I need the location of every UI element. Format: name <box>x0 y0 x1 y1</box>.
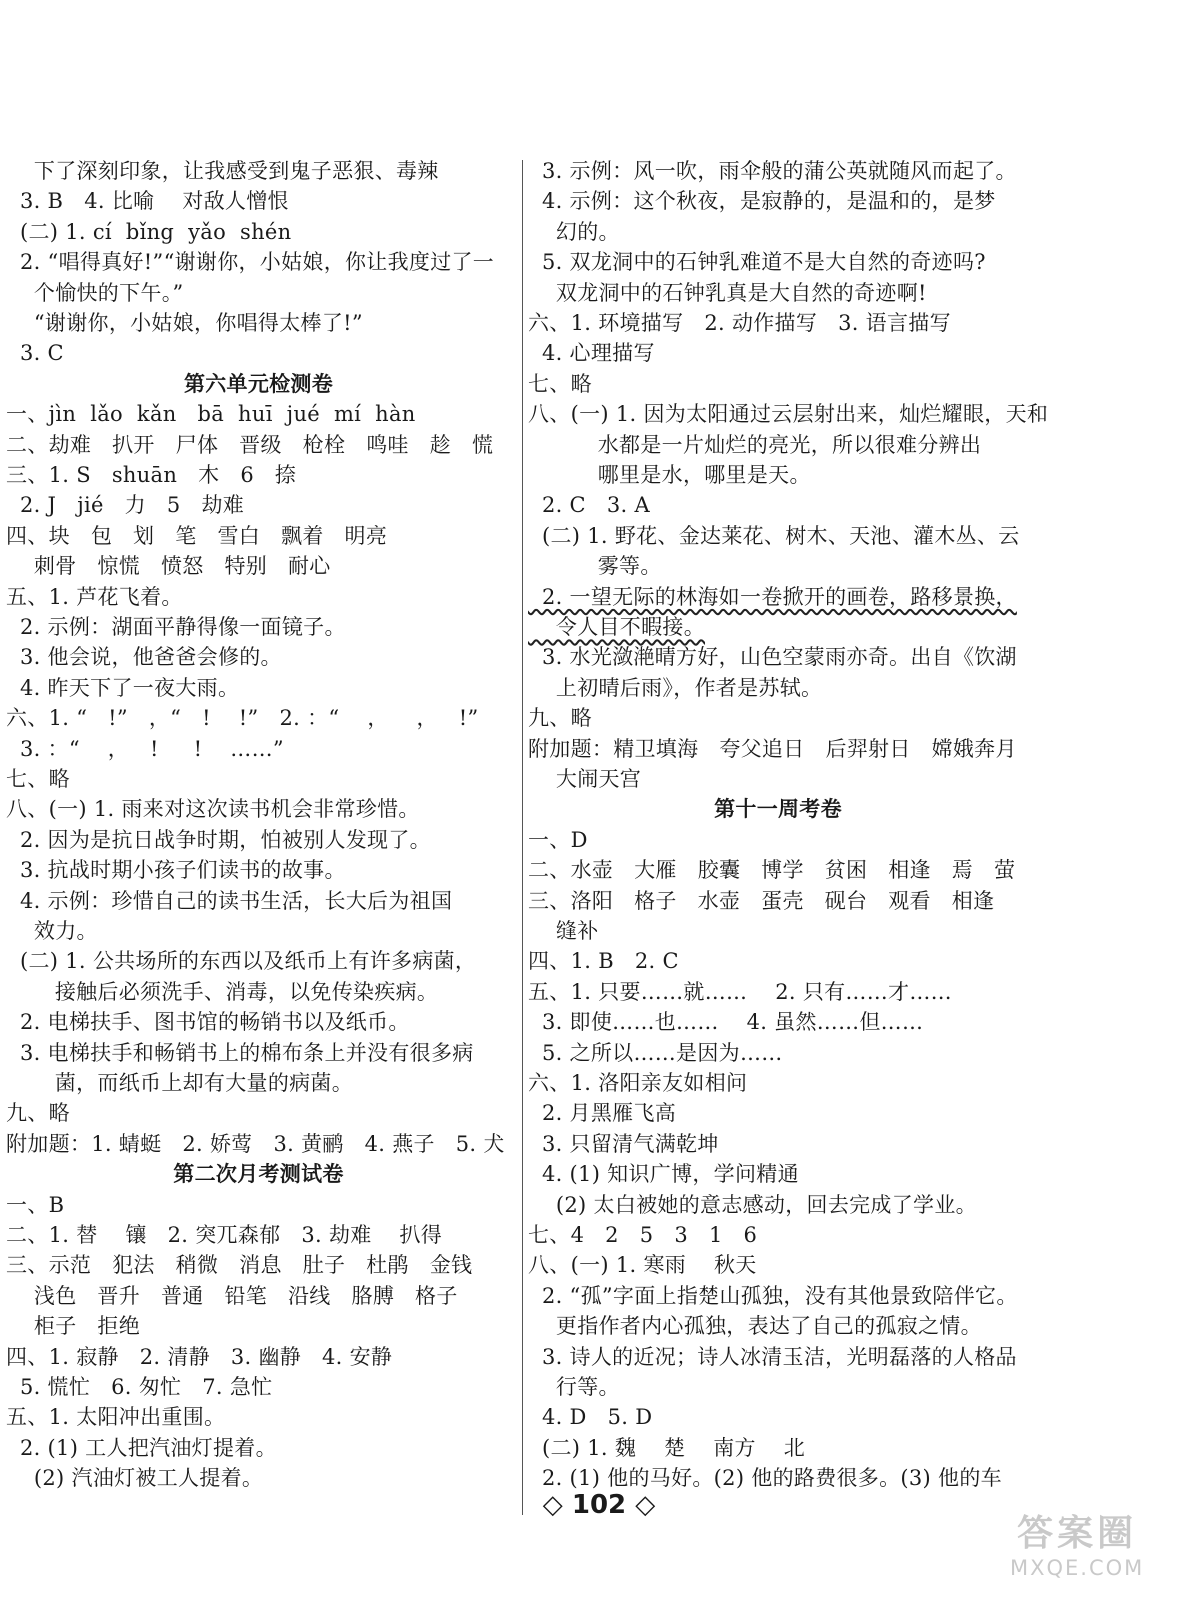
answer-line: 一、jìn lǎo kǎn bā huī jué mí hàn <box>6 402 416 427</box>
diamond-left-icon: ◇ <box>542 1490 563 1520</box>
answer-line: 行等。 <box>528 1375 620 1399</box>
answer-line: 四、1. B 2. C <box>528 949 679 974</box>
answer-line: 五、1. 太阳冲出重围。 <box>6 1405 226 1430</box>
answer-line: 七、略 <box>528 371 592 396</box>
column-divider <box>522 160 523 1515</box>
answer-line: 二、劫难 扒开 尸体 晋级 枪栓 鸣哇 趁 慌 <box>6 432 494 457</box>
watermark-logo <box>1010 1505 1144 1580</box>
answer-line: 水都是一片灿烂的亮光，所以很难分辨出 <box>528 432 982 457</box>
answer-line: 七、4 2 5 3 1 6 <box>528 1223 758 1247</box>
answer-line: 2. “唱得真好!”“谢谢你，小姑娘，你让我度过了一 <box>6 250 495 275</box>
answer-line: 三、洛阳 格子 水壶 蛋壳 砚台 观看 相逢 <box>528 888 995 913</box>
answer-line: 4. 昨天下了一夜大雨。 <box>6 675 240 700</box>
watermark-main: 答案圈 <box>1017 1513 1138 1554</box>
answer-line: 2. (1) 工人把汽油灯提着。 <box>6 1435 277 1460</box>
watermark-url: MXQE.COM <box>1010 1556 1145 1580</box>
answer-line: 菌，而纸币上却有大量的病菌。 <box>6 1071 354 1095</box>
answer-line: 3. 诗人的近况；诗人冰清玉洁，光明磊落的人格品 <box>528 1344 1017 1369</box>
answer-line: (二) 1. 野花、金达莱花、树木、天池、灌木丛、云 <box>528 523 1020 548</box>
answer-line: 5. 慌忙 6. 匆忙 7. 急忙 <box>6 1375 273 1399</box>
answer-line: 令人目不暇接。 <box>528 615 706 639</box>
answer-line: 四、块 包 划 笔 雪白 飘着 明亮 <box>6 523 388 548</box>
answer-line: 3. B 4. 比喻 对敌人憎恨 <box>6 189 289 214</box>
answer-line: 2. 电梯扶手、图书馆的畅销书以及纸币。 <box>6 1010 410 1035</box>
answer-line: 个愉快的下午。” <box>6 280 184 305</box>
diamond-right-icon: ◇ <box>635 1490 656 1520</box>
answer-line: 幻的。 <box>528 219 620 244</box>
answer-line: (二) 1. 公共场所的东西以及纸币上有许多病菌， <box>6 949 477 974</box>
answer-line: 哪里是水，哪里是天。 <box>528 463 811 487</box>
answer-line: 柜子 拒绝 <box>6 1314 141 1339</box>
answer-line: 4. D 5. D <box>528 1405 653 1430</box>
answer-line: 三、1. S shuān 木 6 捺 <box>6 463 297 487</box>
answer-line: (二) 1. cí bǐng yǎo shén <box>6 219 292 244</box>
answer-line: 双龙洞中的石钟乳真是大自然的奇迹啊! <box>528 280 927 305</box>
answer-line: 大闹天宫 <box>528 767 642 791</box>
answer-line: 雾等。 <box>528 554 662 579</box>
answer-line: 4. 心理描写 <box>528 341 655 366</box>
answer-line: 2. 示例：湖面平静得像一面镜子。 <box>6 615 346 639</box>
answer-line: 3. 电梯扶手和畅销书上的棉布条上并没有很多病 <box>6 1040 474 1065</box>
answer-line: 五、1. 芦花飞着。 <box>6 584 183 609</box>
answer-line: 九、略 <box>6 1101 70 1126</box>
answer-line: (二) 1. 魏 楚 南方 北 <box>528 1435 806 1460</box>
answer-line: 3. 水光潋滟晴方好，山色空蒙雨亦奇。出自《饮湖 <box>528 645 1017 670</box>
answer-line: 2. “孤”字面上指楚山孤独，没有其他景致陪伴它。 <box>528 1283 1018 1308</box>
answer-line: 六、1. 环境描写 2. 动作描写 3. 语言描写 <box>528 311 951 335</box>
answer-line: 3. ：“ ， ! ! ……” <box>6 736 284 761</box>
answer-line: 刺骨 惊慌 愤怒 特别 耐心 <box>6 554 331 579</box>
answer-line: 下了深刻印象，让我感受到鬼子恶狠、毒辣 <box>6 159 439 183</box>
answer-line: 接触后必须洗手、消毒，以免传染疾病。 <box>6 979 439 1004</box>
answer-line: 一、B <box>6 1192 65 1217</box>
answer-line: 浅色 晋升 普通 铅笔 沿线 胳膊 格子 <box>6 1283 458 1308</box>
answer-line: 3. 示例：风一吹，雨伞般的蒲公英就随风而起了。 <box>528 159 1017 183</box>
answer-line: 四、1. 寂静 2. 清静 3. 幽静 4. 安静 <box>6 1344 393 1369</box>
answer-line: 2. 因为是抗日战争时期，怕被别人发现了。 <box>6 827 431 852</box>
answer-line: “谢谢你，小姑娘，你唱得太棒了!” <box>6 311 363 335</box>
answer-line: 效力。 <box>6 919 98 943</box>
answer-line: 3. 抗战时期小孩子们读书的故事。 <box>6 858 346 883</box>
section-heading: 第十一周考卷 <box>714 796 842 822</box>
answer-line: 九、略 <box>528 706 592 731</box>
answer-line: 附加题：1. 蜻蜓 2. 娇莺 3. 黄鹂 4. 燕子 5. 犬 <box>6 1131 505 1156</box>
answer-line: 上初晴后雨》，作者是苏轼。 <box>528 675 823 700</box>
answer-line: 六、1. 洛阳亲友如相问 <box>528 1071 748 1095</box>
answer-line: 2. (1) 他的马好。(2) 他的路费很多。(3) 他的车 <box>528 1466 1002 1491</box>
answer-line: 4. (1) 知识广博，学问精通 <box>528 1162 799 1187</box>
answer-line: 八、(一) 1. 因为太阳通过云层射出来，灿烂耀眼，天和 <box>528 402 1049 427</box>
answer-line: (2) 汽油灯被工人提着。 <box>6 1466 264 1491</box>
answer-line: 六、1. “ !” ，“ ! !” 2. ：“ ， ， !” <box>6 706 479 731</box>
answer-line: 八、(一) 1. 寒雨 秋天 <box>528 1253 757 1278</box>
answer-line: 二、1. 替 镶 2. 突兀森郁 3. 劫难 扒得 <box>6 1223 443 1247</box>
answer-line: 3. 只留清气满乾坤 <box>528 1131 719 1156</box>
answer-line: 一、D <box>528 827 588 852</box>
answer-line: 附加题：精卫填海 夸父追日 后羿射日 嫦娥奔月 <box>528 736 1017 761</box>
answer-line: 二、水壶 大雁 胶囊 博学 贫困 相逢 焉 萤 <box>528 858 1016 883</box>
answer-line: 5. 之所以……是因为…… <box>528 1040 783 1065</box>
answer-line: 4. 示例：这个秋夜，是寂静的，是温和的，是梦 <box>528 189 996 214</box>
answer-line: 七、略 <box>6 767 70 791</box>
answer-line: 更指作者内心孤独，表达了自己的孤寂之情。 <box>528 1314 982 1339</box>
answer-line: 八、(一) 1. 雨来对这次读书机会非常珍惜。 <box>6 797 420 822</box>
answer-line: 三、示范 犯法 稍微 消息 肚子 杜鹃 金钱 <box>6 1253 473 1278</box>
answer-line: 2. C 3. A <box>528 493 650 518</box>
answer-line: 3. 他会说，他爸爸会修的。 <box>6 645 282 670</box>
answer-line: 4. 示例：珍惜自己的读书生活，长大后为祖国 <box>6 888 453 913</box>
answer-line: 五、1. 只要……就…… 2. 只有……才…… <box>528 979 952 1004</box>
section-heading: 第二次月考测试卷 <box>173 1161 344 1187</box>
answer-line: 3. C <box>6 341 64 366</box>
answer-line: 5. 双龙洞中的石钟乳难道不是大自然的奇迹吗? <box>528 250 986 275</box>
page-number: 102 <box>571 1490 627 1520</box>
answer-line: 3. 即使……也…… 4. 虽然……但…… <box>528 1010 924 1035</box>
answer-line: 2. 月黑雁飞高 <box>528 1101 677 1126</box>
section-heading: 第六单元检测卷 <box>183 370 334 396</box>
answer-line: 缝补 <box>528 919 599 943</box>
answer-line: (2) 太白被她的意志感动，回去完成了学业。 <box>528 1192 977 1217</box>
answer-line: 2. 一望无际的林海如一卷掀开的画卷，路移景换， <box>528 584 1017 609</box>
answer-line: 2. J jié 力 5 劫难 <box>6 493 245 518</box>
